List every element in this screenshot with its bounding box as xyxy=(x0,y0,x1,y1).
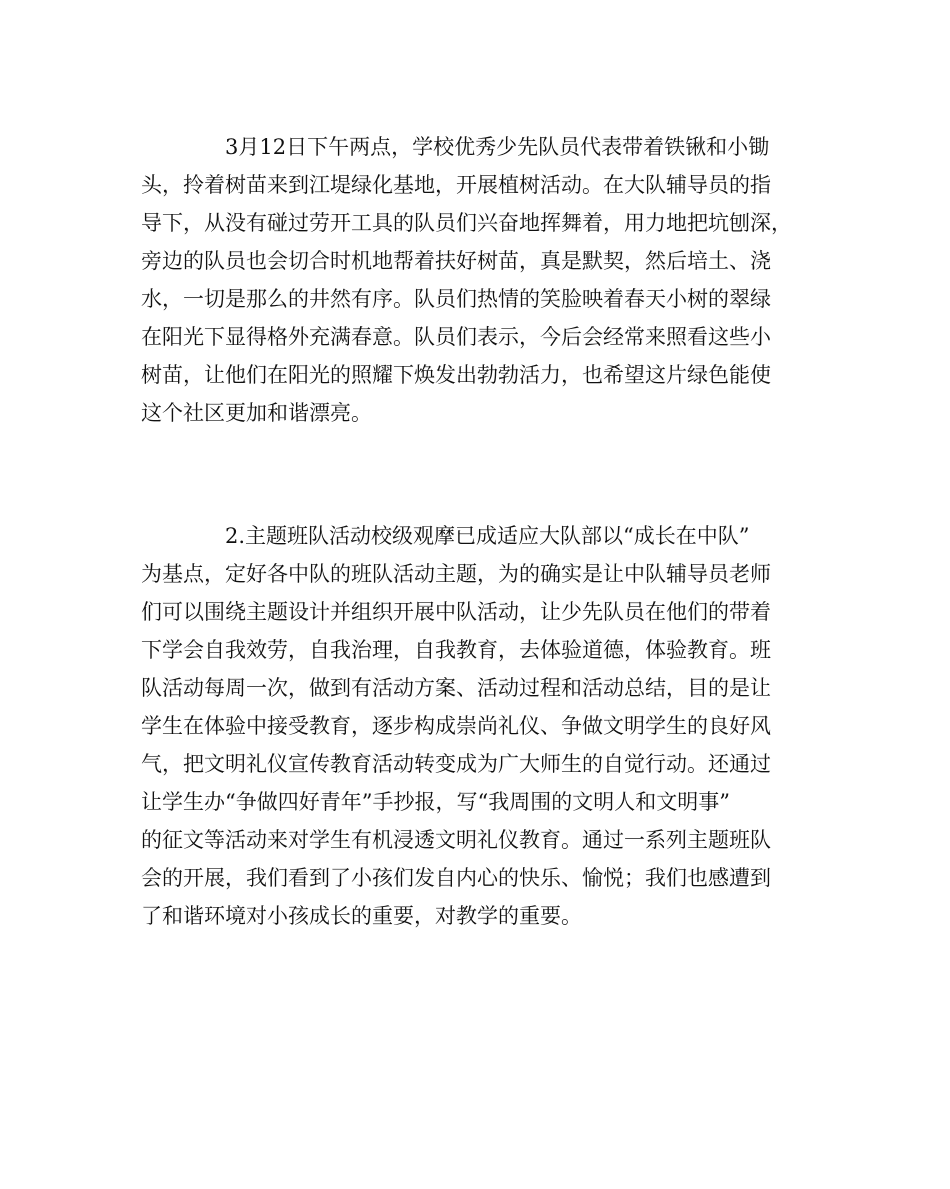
paragraph-line: 队活动每周一次，做到有活动方案、活动过程和活动总结，目的是让 xyxy=(141,676,771,700)
paragraph-line: 树苗，让他们在阳光的照耀下焕发出勃勃活力，也希望这片绿色能使 xyxy=(141,363,771,387)
paragraph-line: 会的开展，我们看到了小孩们发自内心的快乐、愉悦；我们也感遭到 xyxy=(141,866,771,890)
paragraph-line: 2.主题班队活动校级观摩已成适应大队部以“成长在中队” xyxy=(225,524,750,548)
paragraph-line: 导下，从没有碰过劳开工具的队员们兴奋地挥舞着，用力地把坑刨深， xyxy=(141,211,792,235)
paragraph-line: 了和谐环境对小孩成长的重要，对教学的重要。 xyxy=(141,904,582,928)
paragraph-tree-planting xyxy=(141,128,821,432)
paragraph-line: 这个社区更加和谐漂亮。 xyxy=(141,401,372,425)
paragraph-class-activities xyxy=(141,517,821,935)
paragraph-line: 在阳光下显得格外充满春意。队员们表示，今后会经常来照看这些小 xyxy=(141,325,771,349)
paragraph-line: 为基点，定好各中队的班队活动主题，为的确实是让中队辅导员老师 xyxy=(141,562,771,586)
paragraph-line: 头，拎着树苗来到江堤绿化基地，开展植树活动。在大队辅导员的指 xyxy=(141,173,771,197)
paragraph-line: 气，把文明礼仪宣传教育活动转变成为广大师生的自觉行动。还通过 xyxy=(141,752,771,776)
paragraph-line: 水，一切是那么的井然有序。队员们热情的笑脸映着春天小树的翠绿 xyxy=(141,287,771,311)
paragraph-line: 让学生办“争做四好青年”手抄报，写“我周围的文明人和文明事” xyxy=(141,790,730,814)
paragraph-line: 3月12日下午两点，学校优秀少先队员代表带着铁锹和小锄 xyxy=(225,135,770,159)
paragraph-line: 的征文等活动来对学生有机浸透文明礼仪教育。通过一系列主题班队 xyxy=(141,828,771,852)
paragraph-line: 学生在体验中接受教育，逐步构成崇尚礼仪、争做文明学生的良好风 xyxy=(141,714,771,738)
paragraph-line: 旁边的队员也会切合时机地帮着扶好树苗，真是默契，然后培土、浇 xyxy=(141,249,771,273)
paragraph-line: 们可以围绕主题设计并组织开展中队活动，让少先队员在他们的带着 xyxy=(141,600,771,624)
paragraph-line: 下学会自我效劳，自我治理，自我教育，去体验道德，体验教育。班 xyxy=(141,638,771,662)
